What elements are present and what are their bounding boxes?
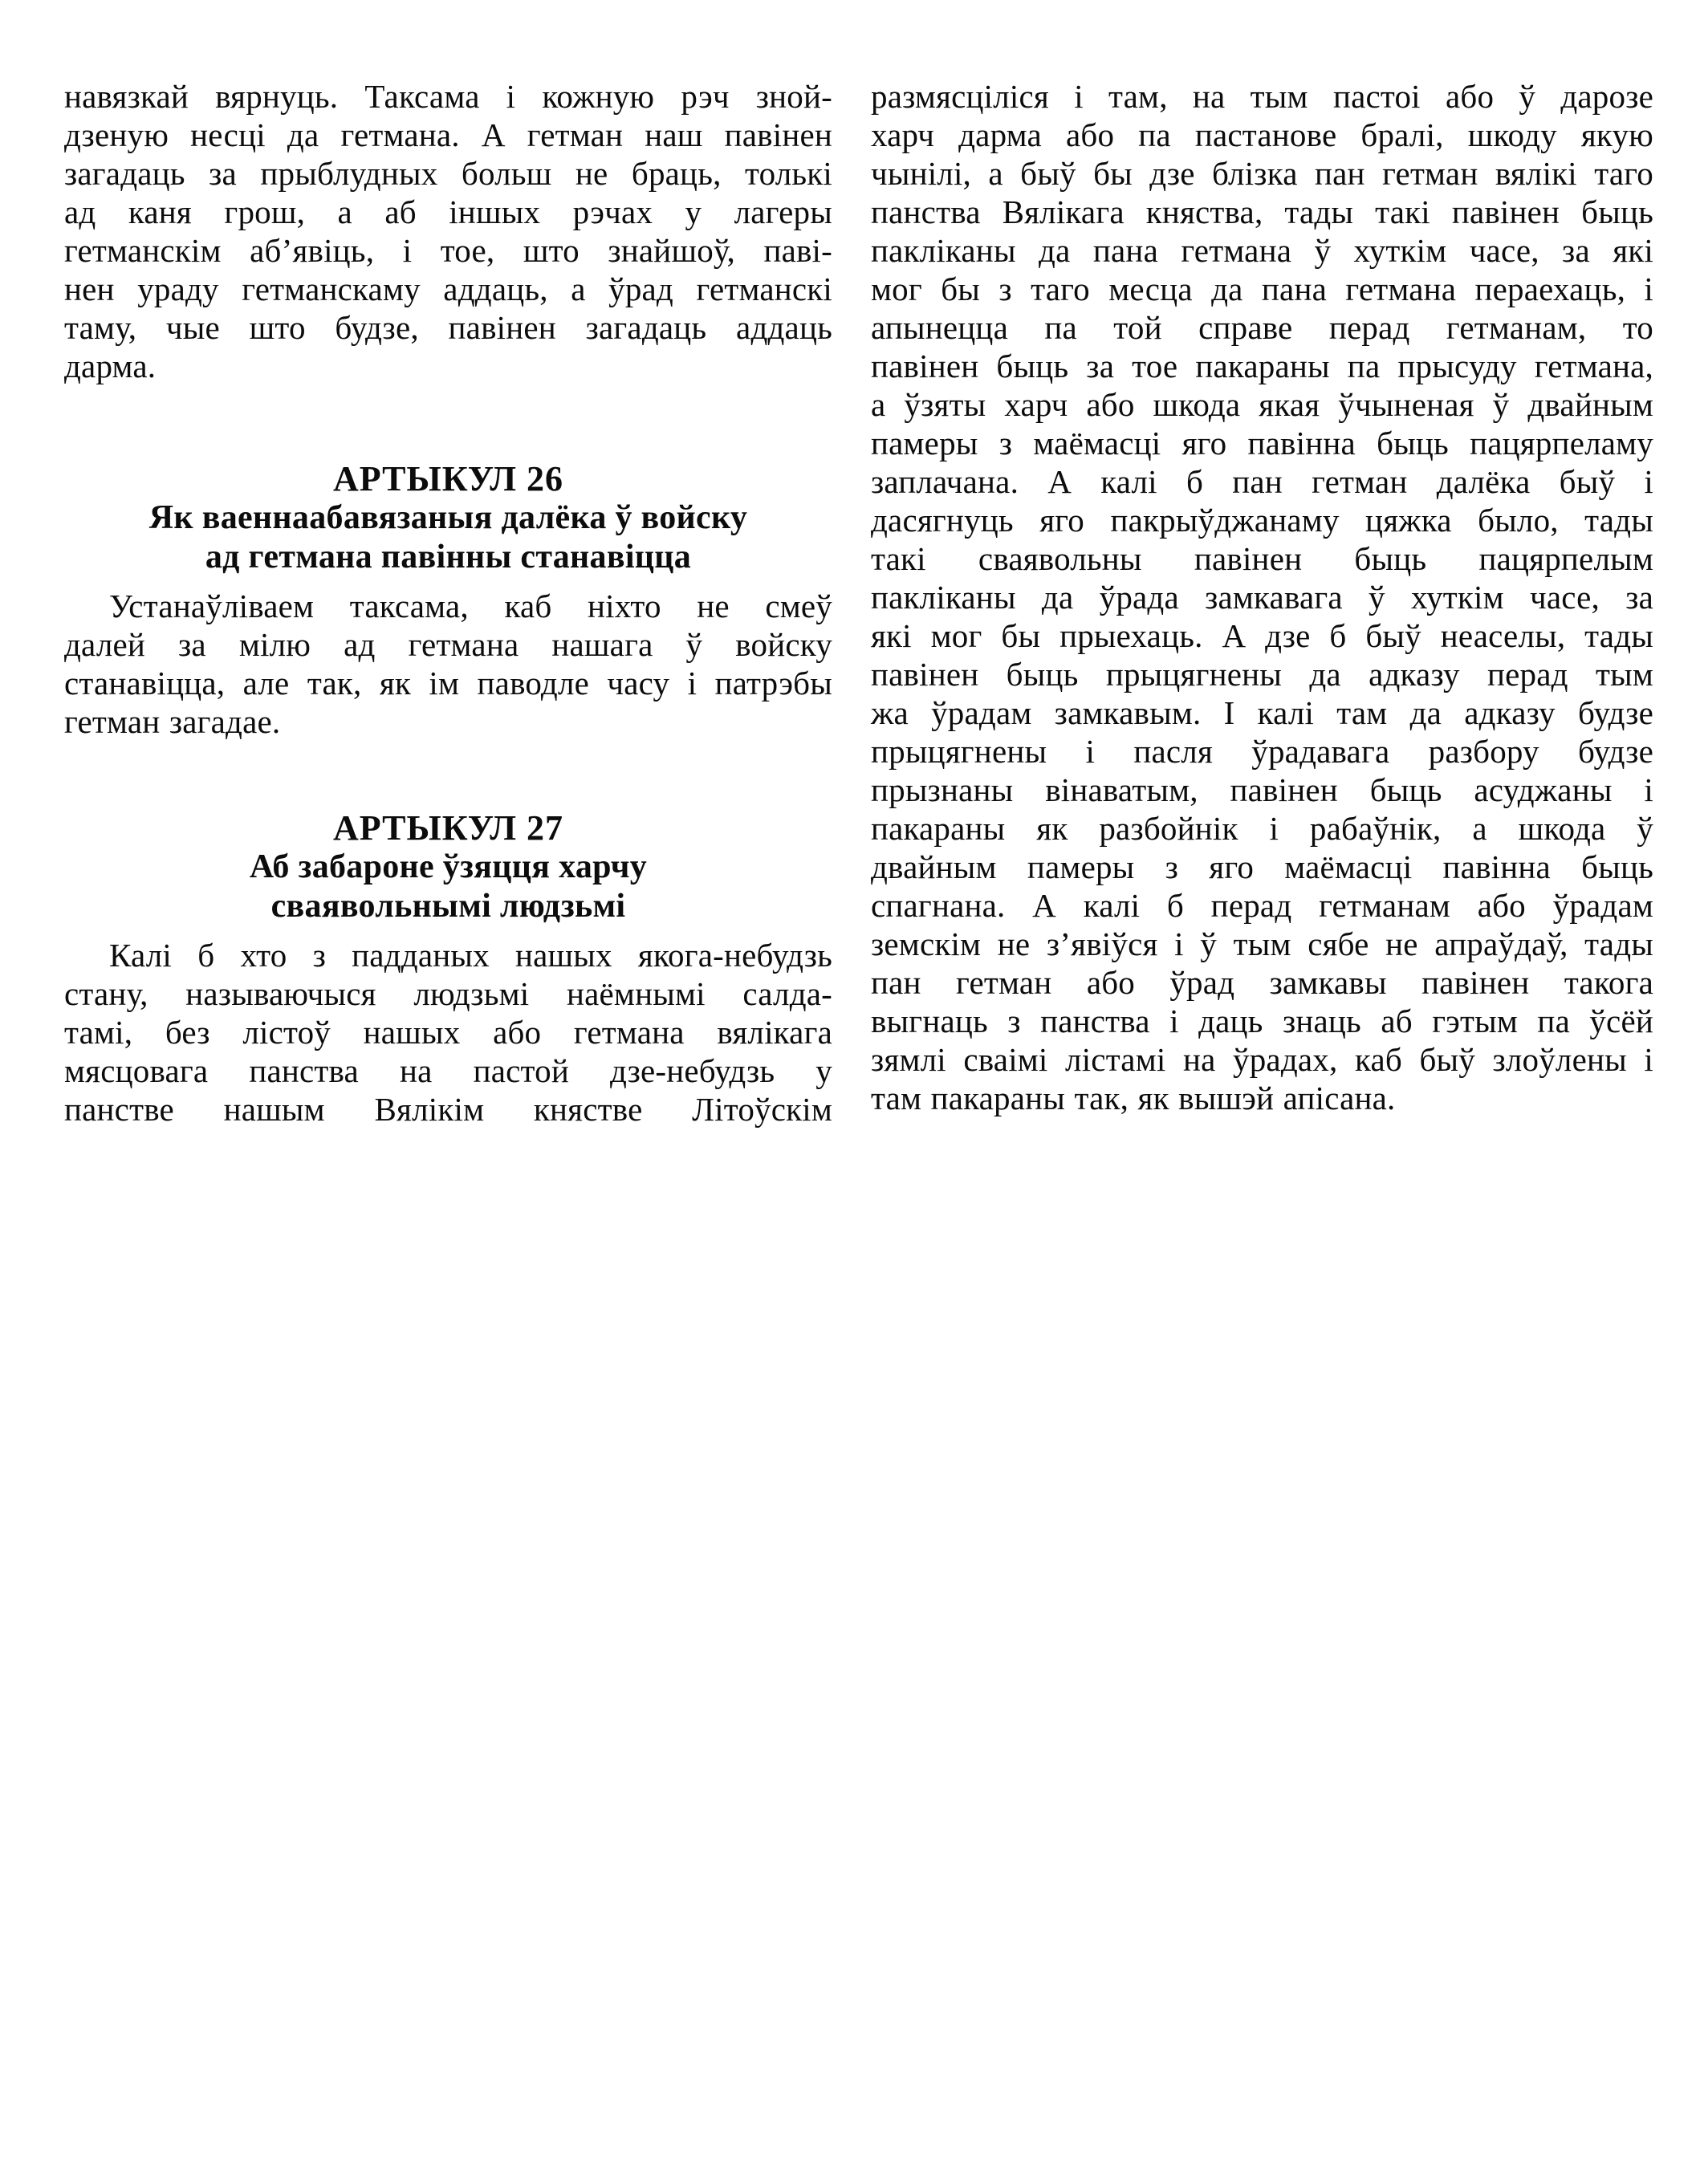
text-line: двайным памеры з яго маёмасці павінна быць [871, 848, 1653, 885]
text-line: тамі, без лістоў нашых або гетмана вялікага [64, 1014, 832, 1051]
paragraph [64, 936, 832, 1129]
text-line: выгнаць з панства і даць знаць аб гэтым па ўсёй [871, 1003, 1653, 1039]
text-line: гетманскім аб’явіць, і тое, што знайшоў, паві- [64, 232, 832, 269]
text-line: чынілі, а быў бы дзе блізка пан гетман вялікі таго [871, 155, 1653, 192]
text-line: дзеную несці да гетмана. А гетман наш павінен [64, 116, 832, 153]
text-line: зямлі сваімі лістамі на ўрадах, каб быў злоўлены і [871, 1041, 1653, 1078]
text-line: пакліканы да пана гетмана ў хуткім часе, за які [871, 232, 1653, 269]
article-subtitle-line: сваявольнымі людзьмі [270, 888, 626, 925]
article-number-line: АРТЫКУЛ 26 [332, 459, 564, 498]
text-line: прызнаны вінаватым, павінен быць асуджаны і [871, 771, 1653, 808]
text-line: панства Вялікага княства, тады такі павінен быць [871, 193, 1653, 230]
text-line: харч дарма або па пастанове бралі, шкоду якую [871, 116, 1653, 153]
text-line: там пакараны так, як вышэй апісана. [871, 1080, 1396, 1116]
text-line: пакліканы да ўрада замкавага ў хуткім часе, за [871, 579, 1653, 616]
text-line: станавіцца, але так, як ім паводле часу і патрэбы [64, 665, 832, 702]
text-line: дасягнуць яго пакрыўджанаму цяжка было, тады [871, 502, 1653, 539]
text-line: навязкай вярнуць. Таксама і кожную рэч зной- [64, 78, 832, 115]
paragraph [64, 77, 832, 385]
text-line: мог бы з таго месца да пана гетмана пераехаць, і [871, 270, 1653, 307]
text-line: а ўзяты харч або шкода якая ўчыненая ў двайным [871, 386, 1653, 423]
text-line: гетман загадае. [64, 703, 281, 740]
text-line: стану, называючыся людзьмі наёмнымі салда- [64, 975, 832, 1012]
text-line: ад каня грош, а аб іншых рэчах у лагеры [64, 193, 832, 230]
text-line: загадаць за прыблудных больш не браць, толькі [64, 155, 832, 192]
text-line: земскім не з’явіўся і ў тым сябе не апраўдаў, тады [871, 925, 1653, 962]
text-line: пакараны як разбойнік і рабаўнік, а шкода ў [871, 810, 1653, 847]
text-line: панстве нашым Вялікім княстве Літоўскім [64, 1091, 832, 1128]
article-number-line: АРТЫКУЛ 27 [332, 808, 564, 848]
column-left [64, 77, 832, 2184]
text-line: Устанаўліваем таксама, каб ніхто не смеў [109, 588, 832, 624]
text-line: памеры з маёмасці яго павінна быць пацярпеламу [871, 425, 1653, 462]
text-line: жа ўрадам замкавым. І калі там да адказу будзе [871, 694, 1653, 731]
text-line: прыцягнены і пасля ўрадавага разбору будзе [871, 733, 1653, 770]
text-line: далей за мілю ад гетмана нашага ў войску [64, 626, 832, 663]
paragraph [64, 587, 832, 741]
text-line: такі сваявольны павінен быць пацярпелым [871, 540, 1653, 577]
article-subtitle-line: Як ваеннаабавязаныя далёка ў войску [148, 499, 748, 536]
article-heading-26 [64, 459, 832, 577]
text-line: Калі б хто з падданых нашых якога-небудзь [109, 937, 832, 974]
text-line: спагнана. А калі б перад гетманам або ўрадам [871, 887, 1653, 924]
text-line: таму, чые што будзе, павінен загадаць аддаць [64, 309, 832, 346]
text-line: пан гетман або ўрад замкавы павінен такога [871, 964, 1653, 1001]
text-line: павінен быць прыцягнены да адказу перад тым [871, 656, 1653, 693]
paragraph [871, 77, 1653, 1117]
text-line: заплачана. А калі б пан гетман далёка быў і [871, 463, 1653, 500]
article-subtitle-line: Аб забароне ўзяцця харчу [249, 848, 648, 885]
text-line: дарма. [64, 348, 157, 384]
text-line: які мог бы прыехаць. А дзе б быў неаселы, тады [871, 617, 1653, 654]
article-heading-27 [64, 808, 832, 926]
text-line: размясціліся і там, на тым пастоі або ў дарозе [871, 78, 1653, 115]
text-line: апынецца па той справе перад гетманам, то [871, 309, 1653, 346]
text-line: павінен быць за тое пакараны па прысуду гетмана, [871, 348, 1653, 384]
text-line: мясцовага панства на пастой дзе-небудзь у [64, 1052, 832, 1089]
column-right [871, 77, 1653, 2184]
article-subtitle-line: ад гетмана павінны станавіцца [205, 539, 692, 575]
text-line: нен ураду гетманскаму аддаць, а ўрад гетманскі [64, 270, 832, 307]
